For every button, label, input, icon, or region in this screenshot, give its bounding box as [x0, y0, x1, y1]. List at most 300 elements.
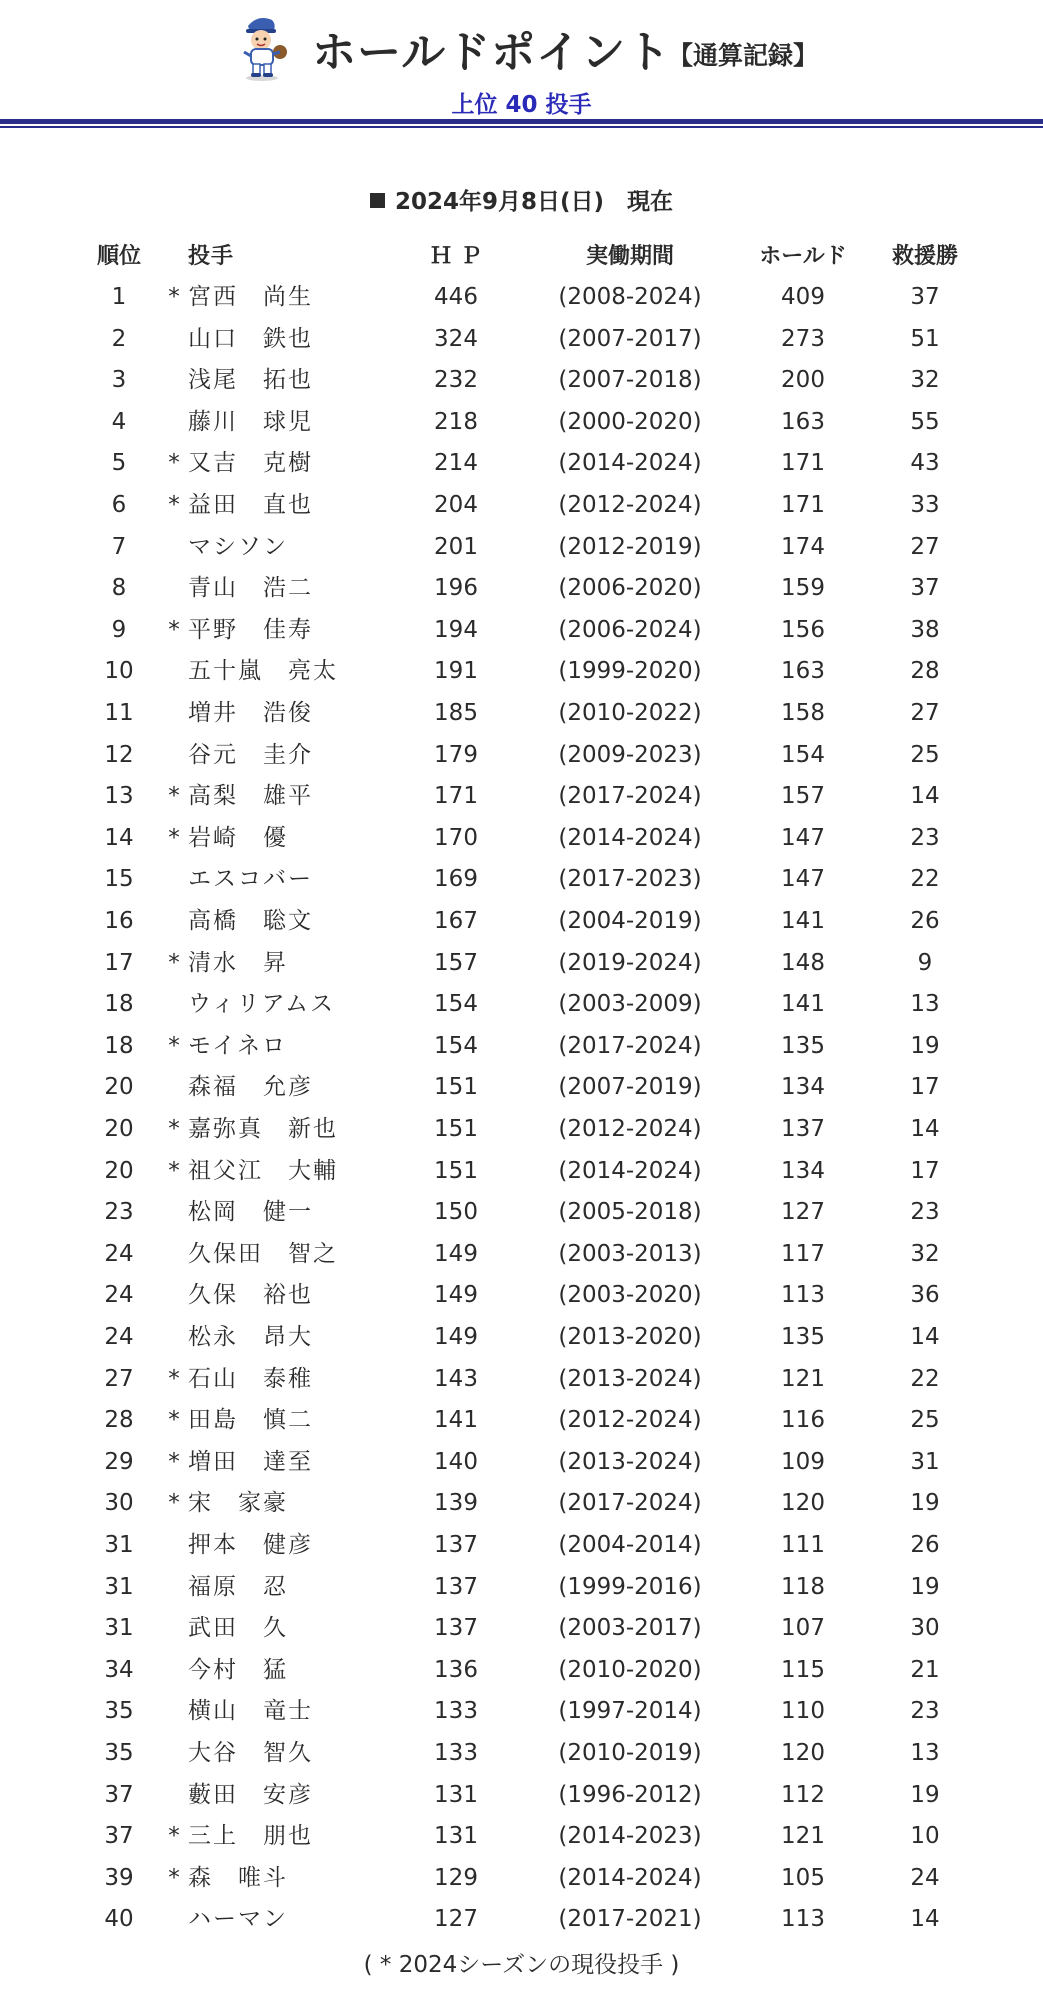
cell-hp: 131 [434, 1823, 478, 1850]
cell-pitcher-name: 岩崎 優 [188, 824, 288, 851]
page-subtitle: 上位 40 投手 [451, 92, 592, 118]
cell-pitcher-name: 松永 昂大 [188, 1324, 313, 1350]
page-title-category: 【通算記録】 [668, 41, 819, 70]
cell-active-mark [162, 1650, 186, 1692]
cell-hold: 171 [781, 492, 825, 518]
cell-hold: 163 [781, 408, 825, 435]
table-row [0, 402, 1043, 444]
cell-pitcher-name: 平野 佳寿 [188, 616, 313, 643]
table-row [0, 568, 1043, 610]
cell-relief-wins: 31 [910, 1448, 940, 1475]
cell-hold: 127 [781, 1199, 825, 1226]
cell-hp: 150 [434, 1199, 478, 1226]
cell-hold: 171 [781, 450, 825, 477]
table-row [0, 693, 1043, 735]
cell-period: (2019-2024) [558, 949, 702, 976]
cell-rank: 14 [104, 824, 134, 851]
table-row [0, 319, 1043, 361]
cell-hp: 446 [434, 284, 478, 310]
cell-relief-wins: 26 [910, 908, 940, 934]
cell-active-mark [162, 693, 186, 735]
cell-relief-wins: 19 [910, 1032, 940, 1059]
table-row [0, 1733, 1043, 1775]
cell-hp: 137 [434, 1573, 478, 1600]
cell-hold: 109 [781, 1448, 825, 1475]
cell-hp: 149 [434, 1324, 478, 1350]
cell-pitcher-name: ハーマン [188, 1906, 288, 1933]
cell-relief-wins: 25 [910, 741, 940, 768]
cell-period: (2013-2020) [558, 1324, 702, 1350]
table-row [0, 610, 1043, 652]
cell-period: (2014-2024) [558, 1864, 702, 1891]
cell-hold: 273 [781, 325, 825, 352]
cell-rank: 9 [111, 616, 127, 643]
cell-hold: 156 [781, 616, 825, 643]
cell-rank: 31 [104, 1532, 134, 1558]
cell-relief-wins: 19 [910, 1490, 940, 1517]
table-row [0, 943, 1043, 985]
cell-pitcher-name: 清水 昇 [188, 949, 288, 976]
page-header [0, 0, 1043, 130]
cell-rank: 5 [111, 450, 127, 477]
cell-hp: 129 [434, 1864, 478, 1891]
cell-period: (2010-2022) [558, 700, 702, 726]
cell-period: (2014-2024) [558, 1157, 702, 1184]
cell-period: (2017-2024) [558, 783, 702, 810]
as-of-date [0, 183, 1043, 216]
cell-active-mark [162, 1234, 186, 1276]
cell-hold: 110 [781, 1698, 825, 1725]
cell-relief-wins: 26 [910, 1532, 940, 1558]
cell-hold: 141 [781, 908, 825, 934]
cell-hp: 137 [434, 1615, 478, 1642]
cell-pitcher-name: エスコバー [188, 866, 313, 893]
cell-relief-wins: 30 [910, 1615, 940, 1642]
cell-active-mark [162, 984, 186, 1026]
cell-hp: 139 [434, 1490, 478, 1517]
cell-period: (2005-2018) [558, 1199, 702, 1226]
cell-rank: 35 [104, 1698, 134, 1725]
cell-period: (2003-2020) [558, 1282, 702, 1309]
cell-pitcher-name: 田島 慎二 [188, 1407, 313, 1434]
table-row [0, 1234, 1043, 1276]
column-header-rank: 順位 [96, 244, 141, 269]
cell-period: (2003-2009) [558, 991, 702, 1018]
cell-hold: 115 [781, 1656, 825, 1683]
cell-relief-wins: 23 [910, 824, 940, 851]
cell-hp: 167 [434, 908, 478, 934]
cell-relief-wins: 51 [910, 325, 940, 352]
table-row [0, 1442, 1043, 1484]
table-row [0, 1775, 1043, 1817]
cell-relief-wins: 38 [910, 616, 940, 643]
cell-hp: 133 [434, 1698, 478, 1725]
table-row [0, 1525, 1043, 1567]
cell-period: (2012-2024) [558, 492, 702, 518]
cell-relief-wins: 33 [910, 492, 940, 518]
table-row [0, 527, 1043, 569]
cell-active-mark: * [168, 284, 180, 310]
cell-hp: 218 [434, 408, 478, 435]
cell-pitcher-name: 又吉 克樹 [188, 450, 313, 477]
column-header-pitcher: 投手 [188, 244, 235, 269]
cell-pitcher-name: 森 唯斗 [188, 1864, 288, 1891]
cell-hold: 121 [781, 1365, 825, 1392]
cell-relief-wins: 9 [917, 949, 933, 976]
footnote: ( * 2024シーズンの現役投手 ) [363, 1952, 680, 1978]
table-row [0, 776, 1043, 818]
cell-pitcher-name: マシソン [188, 533, 288, 560]
cell-active-mark [162, 735, 186, 777]
cell-pitcher-name: 増井 浩俊 [188, 700, 313, 726]
table-row [0, 1608, 1043, 1650]
table-row [0, 859, 1043, 901]
cell-active-mark [162, 1525, 186, 1567]
cell-rank: 12 [104, 741, 134, 768]
table-row [0, 1317, 1043, 1359]
table-row [0, 1400, 1043, 1442]
table-row [0, 1567, 1043, 1609]
cell-pitcher-name: ウィリアムス [188, 991, 336, 1018]
table-row [0, 1192, 1043, 1234]
cell-active-mark [162, 901, 186, 943]
cell-period: (2000-2020) [558, 408, 702, 435]
cell-pitcher-name: 森福 允彦 [188, 1074, 313, 1101]
table-row [0, 1816, 1043, 1858]
cell-period: (2004-2014) [558, 1532, 702, 1558]
cell-rank: 28 [104, 1407, 134, 1434]
cell-hold: 148 [781, 949, 825, 976]
cell-hp: 131 [434, 1781, 478, 1808]
page-title: ホールドポイント [312, 27, 672, 78]
cell-period: (2003-2017) [558, 1615, 702, 1642]
cell-period: (2003-2013) [558, 1240, 702, 1267]
cell-rank: 4 [111, 408, 127, 435]
table-row [0, 735, 1043, 777]
cell-pitcher-name: 祖父江 大輔 [188, 1157, 338, 1184]
column-header-period: 実働期間 [585, 244, 674, 269]
cell-hold: 120 [781, 1740, 825, 1766]
cell-hp: 136 [434, 1656, 478, 1683]
cell-active-mark: * [168, 450, 180, 477]
cell-pitcher-name: 松岡 健一 [188, 1199, 313, 1226]
table-row [0, 360, 1043, 402]
cell-active-mark [162, 1899, 186, 1941]
cell-period: (2017-2024) [558, 1490, 702, 1517]
cell-active-mark [162, 360, 186, 402]
table-row [0, 1691, 1043, 1733]
cell-pitcher-name: 福原 忍 [188, 1573, 288, 1600]
table-row [0, 1899, 1043, 1941]
as-of-date-text: 2024年9月8日(日) 現在 [394, 189, 674, 215]
cell-pitcher-name: 益田 直也 [188, 492, 313, 518]
cell-rank: 24 [104, 1240, 134, 1267]
cell-hold: 112 [781, 1781, 825, 1808]
cell-hold: 135 [781, 1324, 825, 1350]
table-row [0, 1359, 1043, 1401]
cell-relief-wins: 37 [910, 284, 940, 310]
cell-pitcher-name: 石山 泰稚 [188, 1365, 313, 1392]
cell-rank: 8 [111, 575, 127, 602]
cell-period: (2008-2024) [558, 284, 702, 310]
cell-pitcher-name: 谷元 圭介 [188, 741, 313, 768]
table-row [0, 277, 1043, 319]
cell-rank: 11 [104, 700, 134, 726]
table-row [0, 1026, 1043, 1068]
cell-hp: 137 [434, 1532, 478, 1558]
cell-hp: 151 [434, 1074, 478, 1101]
cell-period: (2012-2024) [558, 1116, 702, 1142]
cell-pitcher-name: 五十嵐 亮太 [188, 658, 338, 685]
cell-active-mark: * [168, 824, 180, 851]
cell-rank: 7 [111, 533, 127, 560]
cell-pitcher-name: 藤川 球児 [188, 408, 313, 435]
cell-hp: 191 [434, 658, 478, 685]
cell-relief-wins: 13 [910, 1740, 940, 1766]
table-row [0, 443, 1043, 485]
table-row [0, 485, 1043, 527]
table-header [0, 240, 1043, 274]
cell-rank: 37 [104, 1823, 134, 1850]
cell-relief-wins: 36 [910, 1282, 940, 1309]
cell-hold: 111 [781, 1532, 825, 1558]
cell-period: (2017-2023) [558, 866, 702, 893]
cell-active-mark: * [168, 616, 180, 643]
cell-active-mark: * [168, 1157, 180, 1184]
cell-pitcher-name: 久保田 智之 [188, 1240, 338, 1267]
baseball-pitcher-mascot-icon [236, 12, 292, 82]
cell-rank: 18 [104, 1032, 134, 1059]
cell-relief-wins: 19 [910, 1573, 940, 1600]
cell-hold: 141 [781, 991, 825, 1018]
cell-hp: 149 [434, 1282, 478, 1309]
cell-period: (2007-2018) [558, 367, 702, 394]
cell-hold: 120 [781, 1490, 825, 1517]
cell-period: (2010-2020) [558, 1656, 702, 1683]
cell-relief-wins: 24 [910, 1864, 940, 1891]
cell-relief-wins: 32 [910, 1240, 940, 1267]
cell-active-mark: * [168, 1490, 180, 1517]
cell-hp: 170 [434, 824, 478, 851]
cell-relief-wins: 17 [910, 1157, 940, 1184]
cell-hp: 141 [434, 1407, 478, 1434]
cell-hp: 157 [434, 949, 478, 976]
cell-hold: 409 [781, 284, 825, 310]
cell-active-mark: * [168, 1407, 180, 1434]
header-divider [0, 119, 1043, 124]
cell-relief-wins: 43 [910, 450, 940, 477]
cell-relief-wins: 28 [910, 658, 940, 685]
cell-hold: 200 [781, 367, 825, 394]
cell-active-mark: * [168, 1365, 180, 1392]
cell-period: (2014-2024) [558, 450, 702, 477]
cell-relief-wins: 22 [910, 866, 940, 893]
cell-hold: 117 [781, 1240, 825, 1267]
cell-rank: 18 [104, 991, 134, 1018]
cell-relief-wins: 37 [910, 575, 940, 602]
cell-hold: 157 [781, 783, 825, 810]
cell-hold: 154 [781, 741, 825, 768]
cell-pitcher-name: 青山 浩二 [188, 575, 313, 602]
cell-active-mark [162, 1192, 186, 1234]
cell-hp: 204 [434, 492, 478, 518]
cell-active-mark [162, 1733, 186, 1775]
cell-period: (1999-2020) [558, 658, 702, 685]
cell-hold: 118 [781, 1573, 825, 1600]
cell-hold: 116 [781, 1407, 825, 1434]
cell-hold: 135 [781, 1032, 825, 1059]
cell-rank: 31 [104, 1573, 134, 1600]
cell-active-mark: * [168, 1448, 180, 1475]
cell-hold: 113 [781, 1906, 825, 1933]
cell-active-mark: * [168, 1116, 180, 1142]
cell-hold: 174 [781, 533, 825, 560]
cell-hp: 127 [434, 1906, 478, 1933]
table-row [0, 984, 1043, 1026]
cell-hp: 194 [434, 616, 478, 643]
cell-pitcher-name: 嘉弥真 新也 [188, 1116, 338, 1142]
cell-active-mark [162, 1608, 186, 1650]
cell-rank: 34 [104, 1656, 134, 1683]
cell-rank: 35 [104, 1740, 134, 1766]
cell-hp: 154 [434, 991, 478, 1018]
cell-hold: 163 [781, 658, 825, 685]
cell-pitcher-name: 今村 猛 [188, 1656, 288, 1683]
cell-hp: 151 [434, 1116, 478, 1142]
cell-active-mark [162, 568, 186, 610]
cell-hold: 107 [781, 1615, 825, 1642]
cell-pitcher-name: 宮西 尚生 [188, 284, 313, 310]
table-row [0, 1067, 1043, 1109]
cell-relief-wins: 27 [910, 533, 940, 560]
cell-rank: 20 [104, 1157, 134, 1184]
table-row [0, 901, 1043, 943]
cell-rank: 2 [111, 325, 127, 352]
cell-rank: 15 [104, 866, 134, 893]
table-row [0, 1483, 1043, 1525]
cell-active-mark [162, 1275, 186, 1317]
cell-rank: 37 [104, 1781, 134, 1808]
cell-relief-wins: 19 [910, 1781, 940, 1808]
cell-active-mark [162, 402, 186, 444]
cell-period: (2012-2019) [558, 533, 702, 560]
square-bullet-icon [370, 193, 385, 208]
cell-rank: 24 [104, 1282, 134, 1309]
cell-pitcher-name: 高橋 聡文 [188, 908, 313, 934]
cell-relief-wins: 14 [910, 1906, 940, 1933]
cell-period: (2006-2024) [558, 616, 702, 643]
cell-hold: 134 [781, 1074, 825, 1101]
table-row [0, 651, 1043, 693]
cell-rank: 6 [111, 492, 127, 518]
cell-active-mark: * [168, 1864, 180, 1891]
cell-relief-wins: 32 [910, 367, 940, 394]
cell-hold: 134 [781, 1157, 825, 1184]
cell-active-mark [162, 651, 186, 693]
cell-period: (1996-2012) [558, 1781, 702, 1808]
cell-relief-wins: 13 [910, 991, 940, 1018]
cell-period: (2004-2019) [558, 908, 702, 934]
cell-rank: 40 [104, 1906, 134, 1933]
cell-period: (2006-2020) [558, 575, 702, 602]
cell-rank: 27 [104, 1365, 134, 1392]
table-row [0, 1109, 1043, 1151]
cell-hp: 143 [434, 1365, 478, 1392]
cell-active-mark [162, 319, 186, 361]
cell-active-mark [162, 1567, 186, 1609]
cell-period: (2007-2017) [558, 325, 702, 352]
cell-pitcher-name: 藪田 安彦 [188, 1781, 313, 1808]
cell-hold: 121 [781, 1823, 825, 1850]
cell-rank: 10 [104, 658, 134, 685]
cell-period: (2010-2019) [558, 1740, 702, 1766]
cell-active-mark: * [168, 492, 180, 518]
cell-hp: 154 [434, 1032, 478, 1059]
cell-hp: 185 [434, 700, 478, 726]
cell-hold: 113 [781, 1282, 825, 1309]
cell-relief-wins: 14 [910, 1324, 940, 1350]
cell-period: (1999-2016) [558, 1573, 702, 1600]
cell-relief-wins: 25 [910, 1407, 940, 1434]
cell-rank: 16 [104, 908, 134, 934]
cell-pitcher-name: 高梨 雄平 [188, 783, 313, 810]
cell-rank: 17 [104, 949, 134, 976]
table-row [0, 818, 1043, 860]
cell-relief-wins: 22 [910, 1365, 940, 1392]
cell-pitcher-name: モイネロ [188, 1032, 288, 1059]
column-header-relief-wins: 救援勝 [891, 244, 958, 269]
cell-hp: 196 [434, 575, 478, 602]
cell-hp: 169 [434, 866, 478, 893]
cell-hp: 324 [434, 325, 478, 352]
cell-rank: 1 [111, 284, 127, 310]
cell-hp: 201 [434, 533, 478, 560]
cell-rank: 24 [104, 1324, 134, 1350]
cell-relief-wins: 14 [910, 783, 940, 810]
cell-relief-wins: 27 [910, 700, 940, 726]
cell-period: (2013-2024) [558, 1365, 702, 1392]
cell-rank: 20 [104, 1116, 134, 1142]
cell-rank: 39 [104, 1864, 134, 1891]
cell-period: (2017-2021) [558, 1906, 702, 1933]
cell-hold: 105 [781, 1864, 825, 1891]
cell-hp: 214 [434, 450, 478, 477]
cell-period: (2007-2019) [558, 1074, 702, 1101]
cell-period: (1997-2014) [558, 1698, 702, 1725]
cell-active-mark [162, 527, 186, 569]
cell-hold: 147 [781, 866, 825, 893]
cell-pitcher-name: 押本 健彦 [188, 1532, 313, 1558]
table-row [0, 1858, 1043, 1900]
table-row [0, 1151, 1043, 1193]
cell-active-mark [162, 1067, 186, 1109]
cell-hold: 147 [781, 824, 825, 851]
cell-rank: 13 [104, 783, 134, 810]
cell-hold: 159 [781, 575, 825, 602]
cell-relief-wins: 17 [910, 1074, 940, 1101]
cell-active-mark [162, 859, 186, 901]
cell-relief-wins: 55 [910, 408, 940, 435]
cell-rank: 20 [104, 1074, 134, 1101]
cell-period: (2013-2024) [558, 1448, 702, 1475]
column-header-hp: ＨＰ [429, 244, 490, 269]
cell-active-mark: * [168, 1823, 180, 1850]
cell-active-mark [162, 1775, 186, 1817]
cell-pitcher-name: 浅尾 拓也 [188, 367, 313, 394]
cell-period: (2014-2023) [558, 1823, 702, 1850]
cell-period: (2009-2023) [558, 741, 702, 768]
cell-pitcher-name: 武田 久 [188, 1615, 288, 1642]
